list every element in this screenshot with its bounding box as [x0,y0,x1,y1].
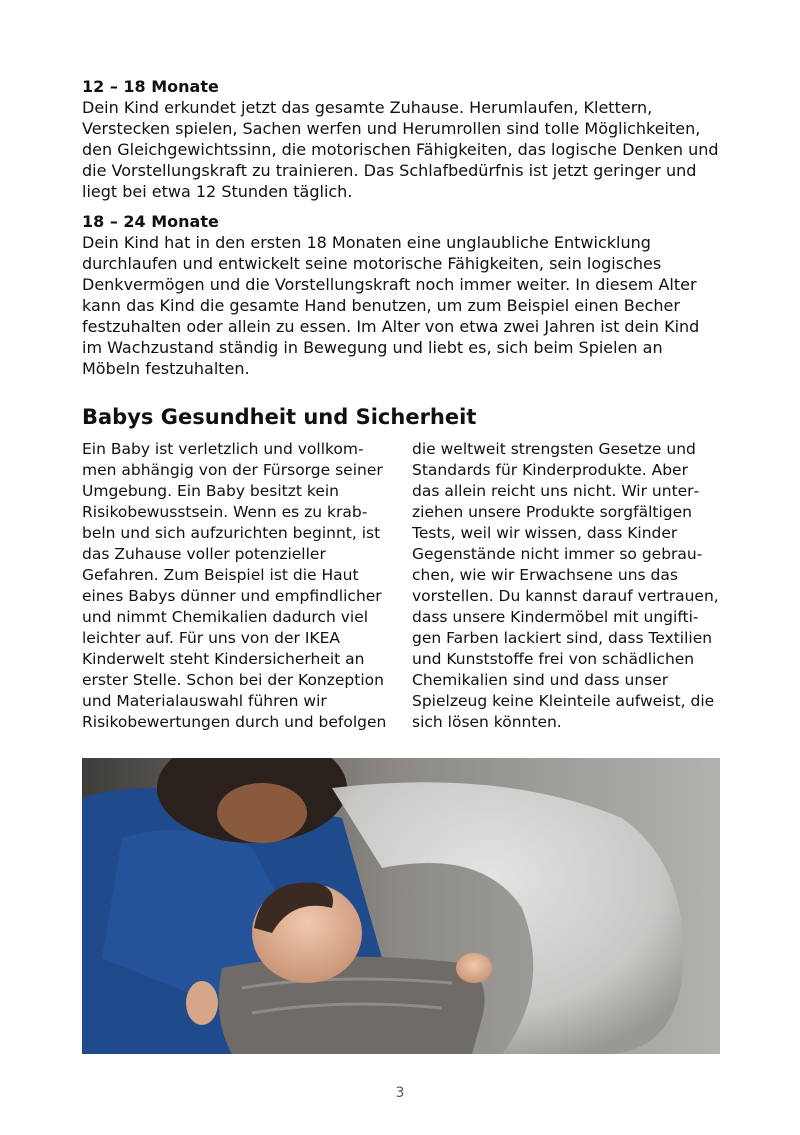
section-12-18 [82,76,720,202]
main-heading: Babys Gesundheit und Sicherheit [82,405,477,429]
photo-parent-with-baby [82,758,720,1054]
page-content [82,76,720,733]
photo-illustration [82,758,720,1054]
section-heading: 18 – 24 Monate [82,212,219,231]
section-body: Dein Kind hat in den ersten 18 Monaten eine unglaubliche Entwicklung durchlaufen und entwickelt seine motorische Fähigkeiten, sein logisches Denkvermögen und die Vorstellungskraft noch immer weiter. In diesem Alter kann das Kind die gesamte Hand benutzen, um zum Beispiel einen Becher festzuhalten oder allein zu essen. Im Alter von etwa zwei Jahren ist dein Kind im Wachzustand ständig in Bewegung und liebt es, sich beim Spielen an Möbeln festzuhalten. [82,233,700,378]
column-right: die weltweit strengsten Gesetze und Standards für Kinderprodukte. Aber das allein reicht uns nicht. Wir unterziehen unsere Produkte sorgfältigen Tests, weil wir wissen, dass Kinder Gegenstände nicht immer so gebrauchen, wie wir Erwachsene uns das vorstellen. Du kannst darauf vertrauen, dass unsere Kindermöbel mit ungiftigen Farben lackiert sind, dass Textilien und Kunststoffe frei von schädlichen Chemikalien sind und dass unser Spielzeug keine Kleinteile aufweist, die sich lösen könnten. [412,440,719,731]
page-number: 3 [395,1085,405,1101]
section-body: Dein Kind erkundet jetzt das gesamte Zuhause. Herumlaufen, Klettern, Verstecken spielen, Sachen werfen und Herumrollen sind tolle Möglichkeiten, den Gleichgewichtssinn, die motorischen Fähigkeiten, das logische Denken und die Vorstellungskraft zu trainieren. Das Schlafbedürfnis ist jetzt geringer und liegt bei etwa 12 Stunden täglich. [82,98,719,201]
section-heading: 12 – 18 Monate [82,77,219,96]
two-column-text [82,439,720,733]
column-left: Ein Baby ist verletzlich und vollkommen abhängig von der Fürsorge seiner Umgebung. Ein Baby besitzt kein Risikobewusstsein. Wenn es zu krabbeln und sich aufzurichten beginnt, ist das Zuhause voller potenzieller Gefahren. Zum Beispiel ist die Haut eines Babys dünner und empfindlicher und nimmt Chemikalien dadurch viel leichter auf. Für uns von der IKEA Kinderwelt steht Kindersicherheit an erster Stelle. Schon bei der Konzeption und Materialauswahl führen wir Risikobewertungen durch und befolgen [82,440,387,731]
section-18-24 [82,211,720,379]
